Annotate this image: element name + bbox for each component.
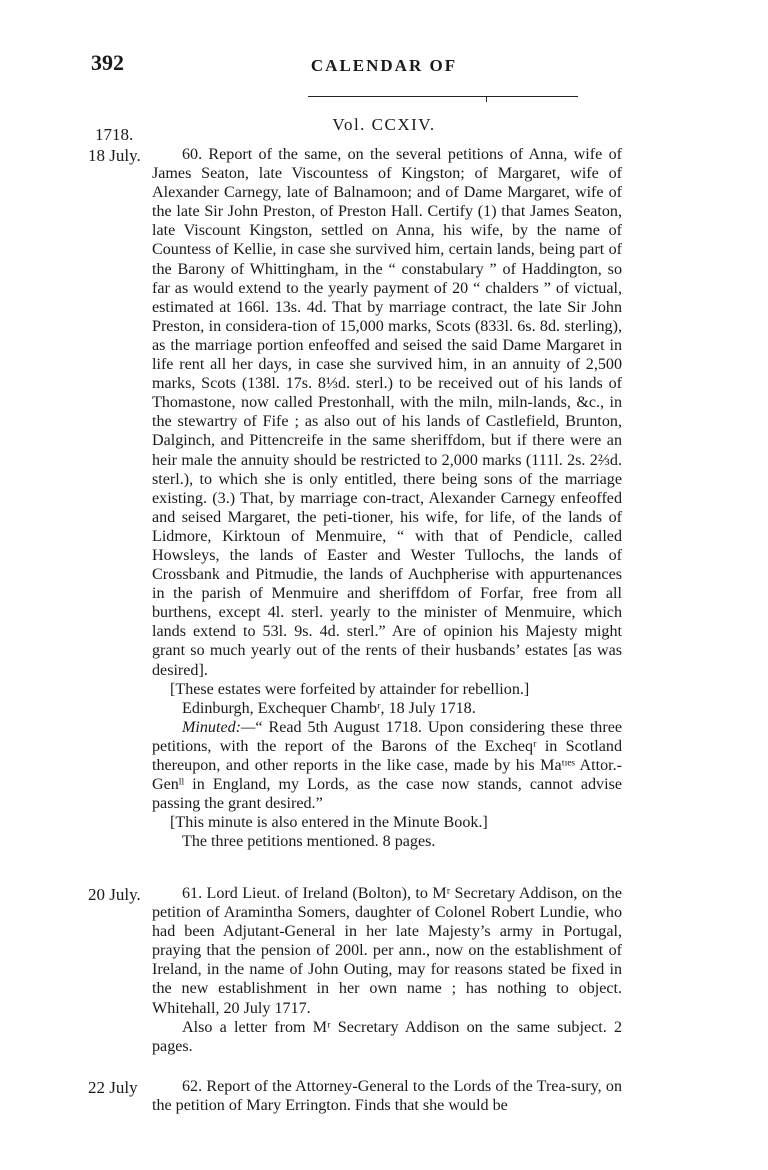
- volume-title: Vol. CCXIV.: [332, 115, 436, 134]
- margin-year: 1718.: [95, 125, 134, 144]
- entry-61-letter: 61. Lord Lieut. of Ireland (Bolton), to Mʳ Secretary Addison, on the petition of Aramintha Somers, daughter of Colonel Robert Lundie, who had been Adjutant-General in her late Majesty’s army in Portugal, praying that the pension of 200l. per ann., now on the establishment of Ireland, in the name of John Outing, may for reasons stated be fixed in the new establishment in her own name ; has nothing to object. Whitehall, 20 July 1717.: [152, 885, 622, 1017]
- margin-date-entry-60: 18 July.: [88, 146, 141, 165]
- header-rule: [308, 96, 578, 97]
- entry-62: [152, 1077, 622, 1115]
- entry-62-report: 62. Report of the Attorney-General to the Lords of the Trea-sury, on the petition of Mary Errington. Finds that she would be: [152, 1078, 622, 1115]
- entry-60-dateline: Edinburgh, Exchequer Chambʳ, 18 July 1718.: [182, 699, 476, 717]
- entry-60-minute-note: [This minute is also entered in the Minute Book.]: [170, 814, 488, 832]
- entry-61-enclosure: Also a letter from Mʳ Secretary Addison on the same subject. 2 pages.: [152, 1018, 622, 1055]
- page-number: 392: [91, 50, 124, 75]
- margin-date-entry-62: 22 July: [88, 1078, 138, 1097]
- entry-60-enclosures: The three petitions mentioned. 8 pages.: [182, 833, 436, 851]
- entry-60-minute: [152, 718, 622, 813]
- entry-60: [152, 145, 622, 851]
- minuted-label: Minuted:—: [182, 718, 256, 736]
- entry-60-report: 60. Report of the same, on the several petitions of Anna, wife of James Seaton, late Viscountess of Kingston; of Margaret, wife of Alexander Carnegy, late of Balnamoon; and of Dame Margaret, wife of the late Sir John Preston, of Preston Hall. Certify (1) that James Seaton, late Viscount Kingston, settled on Anna, his wife, by the name of Countess of Kellie, in case she survived him, certain lands, being part of the Barony of Whittingham, in the “ constabulary ” of Haddington, so far as would extend to the yearly payment of 20 “ chalders ” of victual, estimated at 166l. 13s. 4d. That by marriage contract, the late Sir John Preston, in considera-tion of 15,000 marks, Scots (833l. 6s. 8d. sterling), as the marriage portion enfeoffed and seised the said Dame Margaret in life rent all her days, in case she survived him, in an annuity of 2,500 marks, Scots (138l. 17s. 8⅓d. sterl.) to be received out of his lands of Thomastone, now called Prestonhall, with the miln, miln-lands, &c., in the stewartry of Fife ; as also out of his lands of Castlefield, Brunton, Dalginch, and Pittencreife in the same sheriffdom, but if there were an heir male the annuity should be restricted to 2,000 marks (111l. 2s. 2⅔d. sterl.), to which she is only entitled, there being sons of the marriage existing. (3.) That, by marriage con-tract, Alexander Carnegy enfeoffed and seised Margaret, the peti-tioner, his wife, for life, of the lands of Lidmore, Kirktoun of Menmuire, “ with that of Pendicle, called Howsleys, the lands of Easter and Wester Tullochs, the lands of Crossbank and Pitmudie, the lands of Auchpherise with appurtenances in the parish of Menmuire and sheriffdom of Forfar, free from all burthens, except 4l. sterl. yearly to the minister of Menmuire, which lands extend to 53l. 9s. 4d. sterl.” Are of opinion his Majesty might grant so much yearly out of the rents of their husbands’ estates [as was desired].: [152, 146, 622, 679]
- running-head: CALENDAR OF: [310, 56, 458, 75]
- entry-61: [152, 884, 622, 1056]
- entry-60-note: [These estates were forfeited by attainder for rebellion.]: [170, 680, 530, 698]
- minute-text: “ Read 5th August 1718. Upon considering these three petitions, with the report of the Barons of the Excheqʳ in Scotland thereupon, and other reports in the like case, made by his Maᵗᶦᵉˢ Attor.-Genˡˡ in England, my Lords, as the case now stands, cannot advise passing the grant desired.”: [152, 718, 622, 813]
- header-rule-mark: [486, 96, 493, 102]
- margin-date-entry-61: 20 July.: [88, 885, 141, 904]
